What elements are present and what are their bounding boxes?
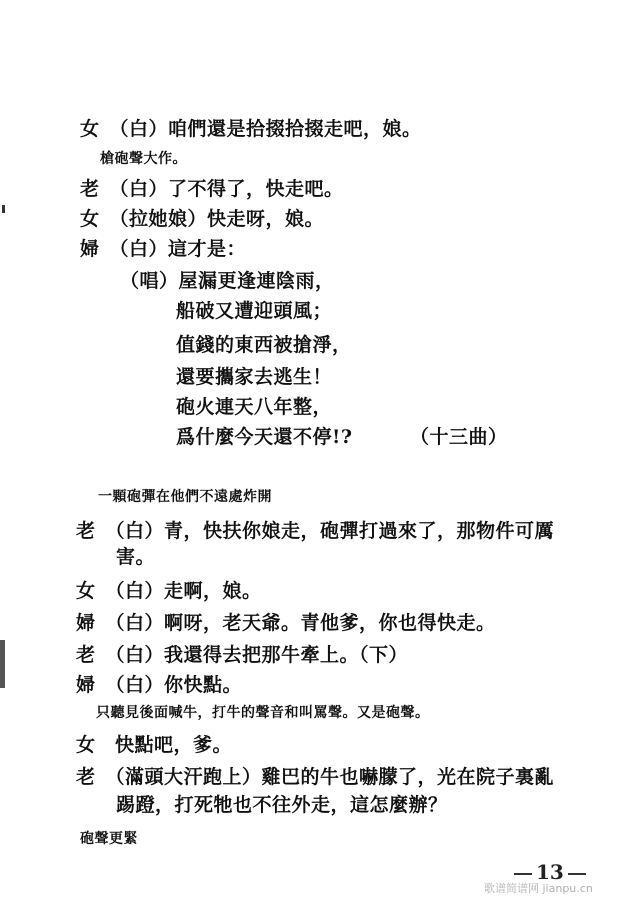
page-number-text: 13 bbox=[536, 860, 564, 884]
song-line: 還要攜家去逃生！ bbox=[176, 366, 333, 388]
dialogue-line: 女 （白）咱們還是拾掇拾掇走吧，娘。 bbox=[80, 118, 422, 140]
stage-direction: 一顆砲彈在他們不遠處炸開 bbox=[98, 489, 272, 505]
dialogue-continuation: 踢蹬，打死牠也不往外走，這怎麼辦？ bbox=[116, 794, 448, 816]
scan-mark bbox=[2, 205, 5, 213]
dialogue-line: 女 （白）走啊，娘。 bbox=[76, 580, 262, 602]
dialogue-line: 婦 （白）啊呀，老天爺。青他爹，你也得快走。 bbox=[76, 612, 496, 634]
dialogue-line: 婦 （白）你快點。 bbox=[76, 674, 243, 696]
dash-right bbox=[568, 873, 586, 875]
stage-direction: 只聽見後面喊牛，打牛的聲音和叫罵聲。又是砲聲。 bbox=[96, 705, 430, 721]
stage-direction: 槍砲聲大作。 bbox=[100, 151, 187, 167]
song-line: 爲什麼今天還不停!? bbox=[176, 426, 353, 448]
song-line: （唱）屋漏更逢連陰雨， bbox=[120, 270, 335, 292]
dialogue-line: 女 （拉她娘）快走呀，娘。 bbox=[80, 208, 325, 230]
dialogue-line: 老 （白）我還得去把那牛牽上。（下） bbox=[76, 644, 409, 666]
song-line: 值錢的東西被搶淨， bbox=[176, 334, 352, 356]
dialogue-line: 老 （白）青，快扶你娘走，砲彈打過來了，那物件可厲 bbox=[76, 520, 555, 542]
dialogue-line: 老 （滿頭大汗跑上）雞巴的牛也嚇朦了，光在院子裏亂 bbox=[76, 766, 555, 788]
song-line: 船破又遭迎頭風； bbox=[176, 300, 333, 322]
song-line: 砲火連天八年整， bbox=[176, 396, 333, 418]
dialogue-line: 女 快點吧，爹。 bbox=[76, 734, 233, 756]
stage-direction: 砲聲更緊 bbox=[80, 831, 138, 847]
watermark: 歌谱简谱网 jianpu.cn bbox=[484, 882, 593, 895]
scan-mark bbox=[0, 640, 5, 688]
dialogue-line: 老 （白）了不得了，快走吧。 bbox=[80, 178, 344, 200]
dialogue-continuation: 害。 bbox=[116, 546, 156, 568]
dialogue-line: 婦 （白）這才是： bbox=[80, 238, 247, 260]
dash-left bbox=[514, 873, 532, 875]
song-number: （十三曲） bbox=[410, 426, 508, 448]
